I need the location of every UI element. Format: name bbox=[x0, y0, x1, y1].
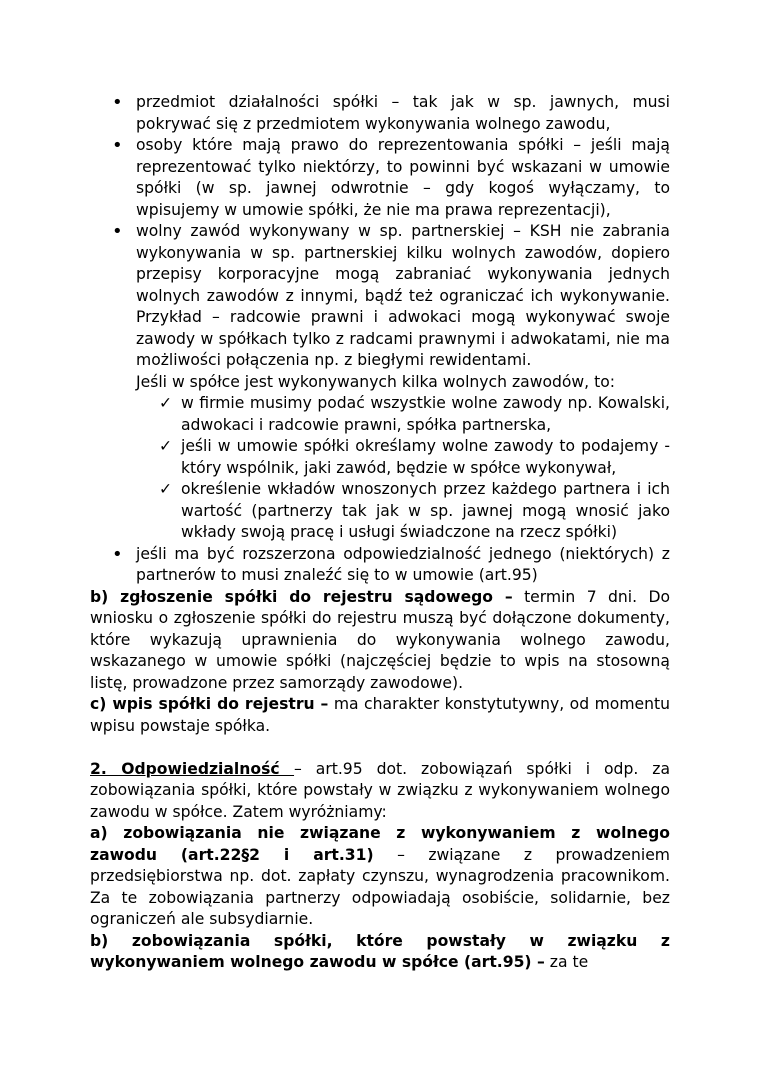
section-2b-heading: b) zobowiązania spółki, które powstały w związku z wykonywaniem wolnego zawodu w spółce (art.95) – bbox=[90, 931, 670, 971]
bullet-text: osoby które mają prawo do reprezentowania spółki – jeśli mają reprezentować tylko niektórzy, to powinni być wskazani w umowie spółki (w sp. jawnej odwrotnie – gdy kogoś wyłączamy, to wpisujemy w umowie spółki, że nie ma prawa reprezentacji), bbox=[136, 136, 670, 219]
check-list bbox=[136, 393, 670, 544]
section-2a-heading: a) zobowiązania nie związane z wykonywaniem z wolnego zawodu (art.22§2 i art.31) bbox=[90, 824, 670, 864]
bullet-item-representation bbox=[90, 135, 670, 221]
section-b-heading: b) zgłoszenie spółki do rejestru sądowego – bbox=[90, 587, 513, 606]
bullet-item-liability-extension bbox=[90, 544, 670, 587]
document-page bbox=[90, 92, 670, 974]
section-b-text: termin 7 dni. Do wniosku o zgłoszenie spółki do rejestru muszą być dołączone dokumenty, które wykazują uprawnienia do wykonywania wolnego zawodu, wskazanego w umowie spółki (najczęściej będzie to wpis na stosowną listę, prowadzone przez samorządy zawodowe). bbox=[90, 587, 670, 692]
section-2a-text: – związane z prowadzeniem przedsiębiorstwa np. dot. zapłaty czynszu, wynagrodzenia pracownikom. Za te zobowiązania partnerzy odpowiadają osobiście, solidarnie, bez ograniczeń ale subsydiarnie. bbox=[90, 845, 670, 928]
section-2a-obligations bbox=[90, 823, 670, 931]
section-2b-obligations bbox=[90, 931, 670, 974]
section-b-registration bbox=[90, 587, 670, 695]
check-text: określenie wkładów wnoszonych przez każdego partnera i ich wartość (partnerzy tak jak w sp. jawnej mogą wnosić jako wkłady swoją pracę i usługi świadczone na rzecz spółki) bbox=[181, 480, 670, 541]
paragraph-gap bbox=[90, 737, 670, 759]
check-item-partner-profession bbox=[136, 436, 670, 479]
bullet-text: jeśli ma być rozszerzona odpowiedzialność jednego (niektórych) z partnerów to musi znaleźć się to w umowie (art.95) bbox=[136, 544, 670, 584]
check-text: w firmie musimy podać wszystkie wolne zawody np. Kowalski, adwokaci i radcowie prawni, spółka partnerska, bbox=[181, 394, 670, 434]
section-2-heading: 2. Odpowiedzialność bbox=[90, 759, 295, 778]
bullet-text: przedmiot działalności spółki – tak jak w sp. jawnych, musi pokrywać się z przedmiotem wykonywania wolnego zawodu, bbox=[136, 93, 670, 133]
section-2-liability bbox=[90, 759, 670, 824]
bullet-list bbox=[90, 92, 670, 587]
check-item-contributions bbox=[136, 479, 670, 544]
section-2-text: – art.95 dot. zobowiązań spółki i odp. za zobowiązania spółki, które powstały w związku z wykonywaniem wolnego zawodu w spółce. Zatem wyróżniamy: bbox=[90, 759, 670, 821]
check-text: jeśli w umowie spółki określamy wolne zawody to podajemy - który wspólnik, jaki zawód, będzie w spółce wykonywał, bbox=[181, 437, 670, 477]
bullet-item-subject bbox=[90, 92, 670, 135]
check-item-firm-name bbox=[136, 393, 670, 436]
section-c-heading: c) wpis spółki do rejestru – bbox=[90, 695, 329, 713]
section-c-text: ma charakter konstytutywny, od momentu wpisu powstaje spółka. bbox=[90, 695, 670, 735]
bullet-item-free-profession bbox=[90, 221, 670, 544]
section-2b-text: za te bbox=[544, 953, 589, 971]
bullet-text: • wolny zawód wykonywany w sp. partnerskiej – KSH nie zabrania wykonywania w sp. partnerskiej kilku wolnych zawodów, dopiero przepisy korporacyjne mogą zabraniać wykonywania jednych wolnych zawodów z innymi, bądź też ograniczać ich wykonywanie. Przykład – radcowie prawni i adwokaci mogą wykonywać swoje zawody w spółkach tylko z radcami prawnymi i adwokatami, nie ma możliwości połączenia np. z biegłymi rewidentami. bbox=[136, 222, 670, 369]
section-c-entry bbox=[90, 694, 670, 737]
bullet-intro: Jeśli w spółce jest wykonywanych kilka wolnych zawodów, to: bbox=[136, 372, 615, 391]
